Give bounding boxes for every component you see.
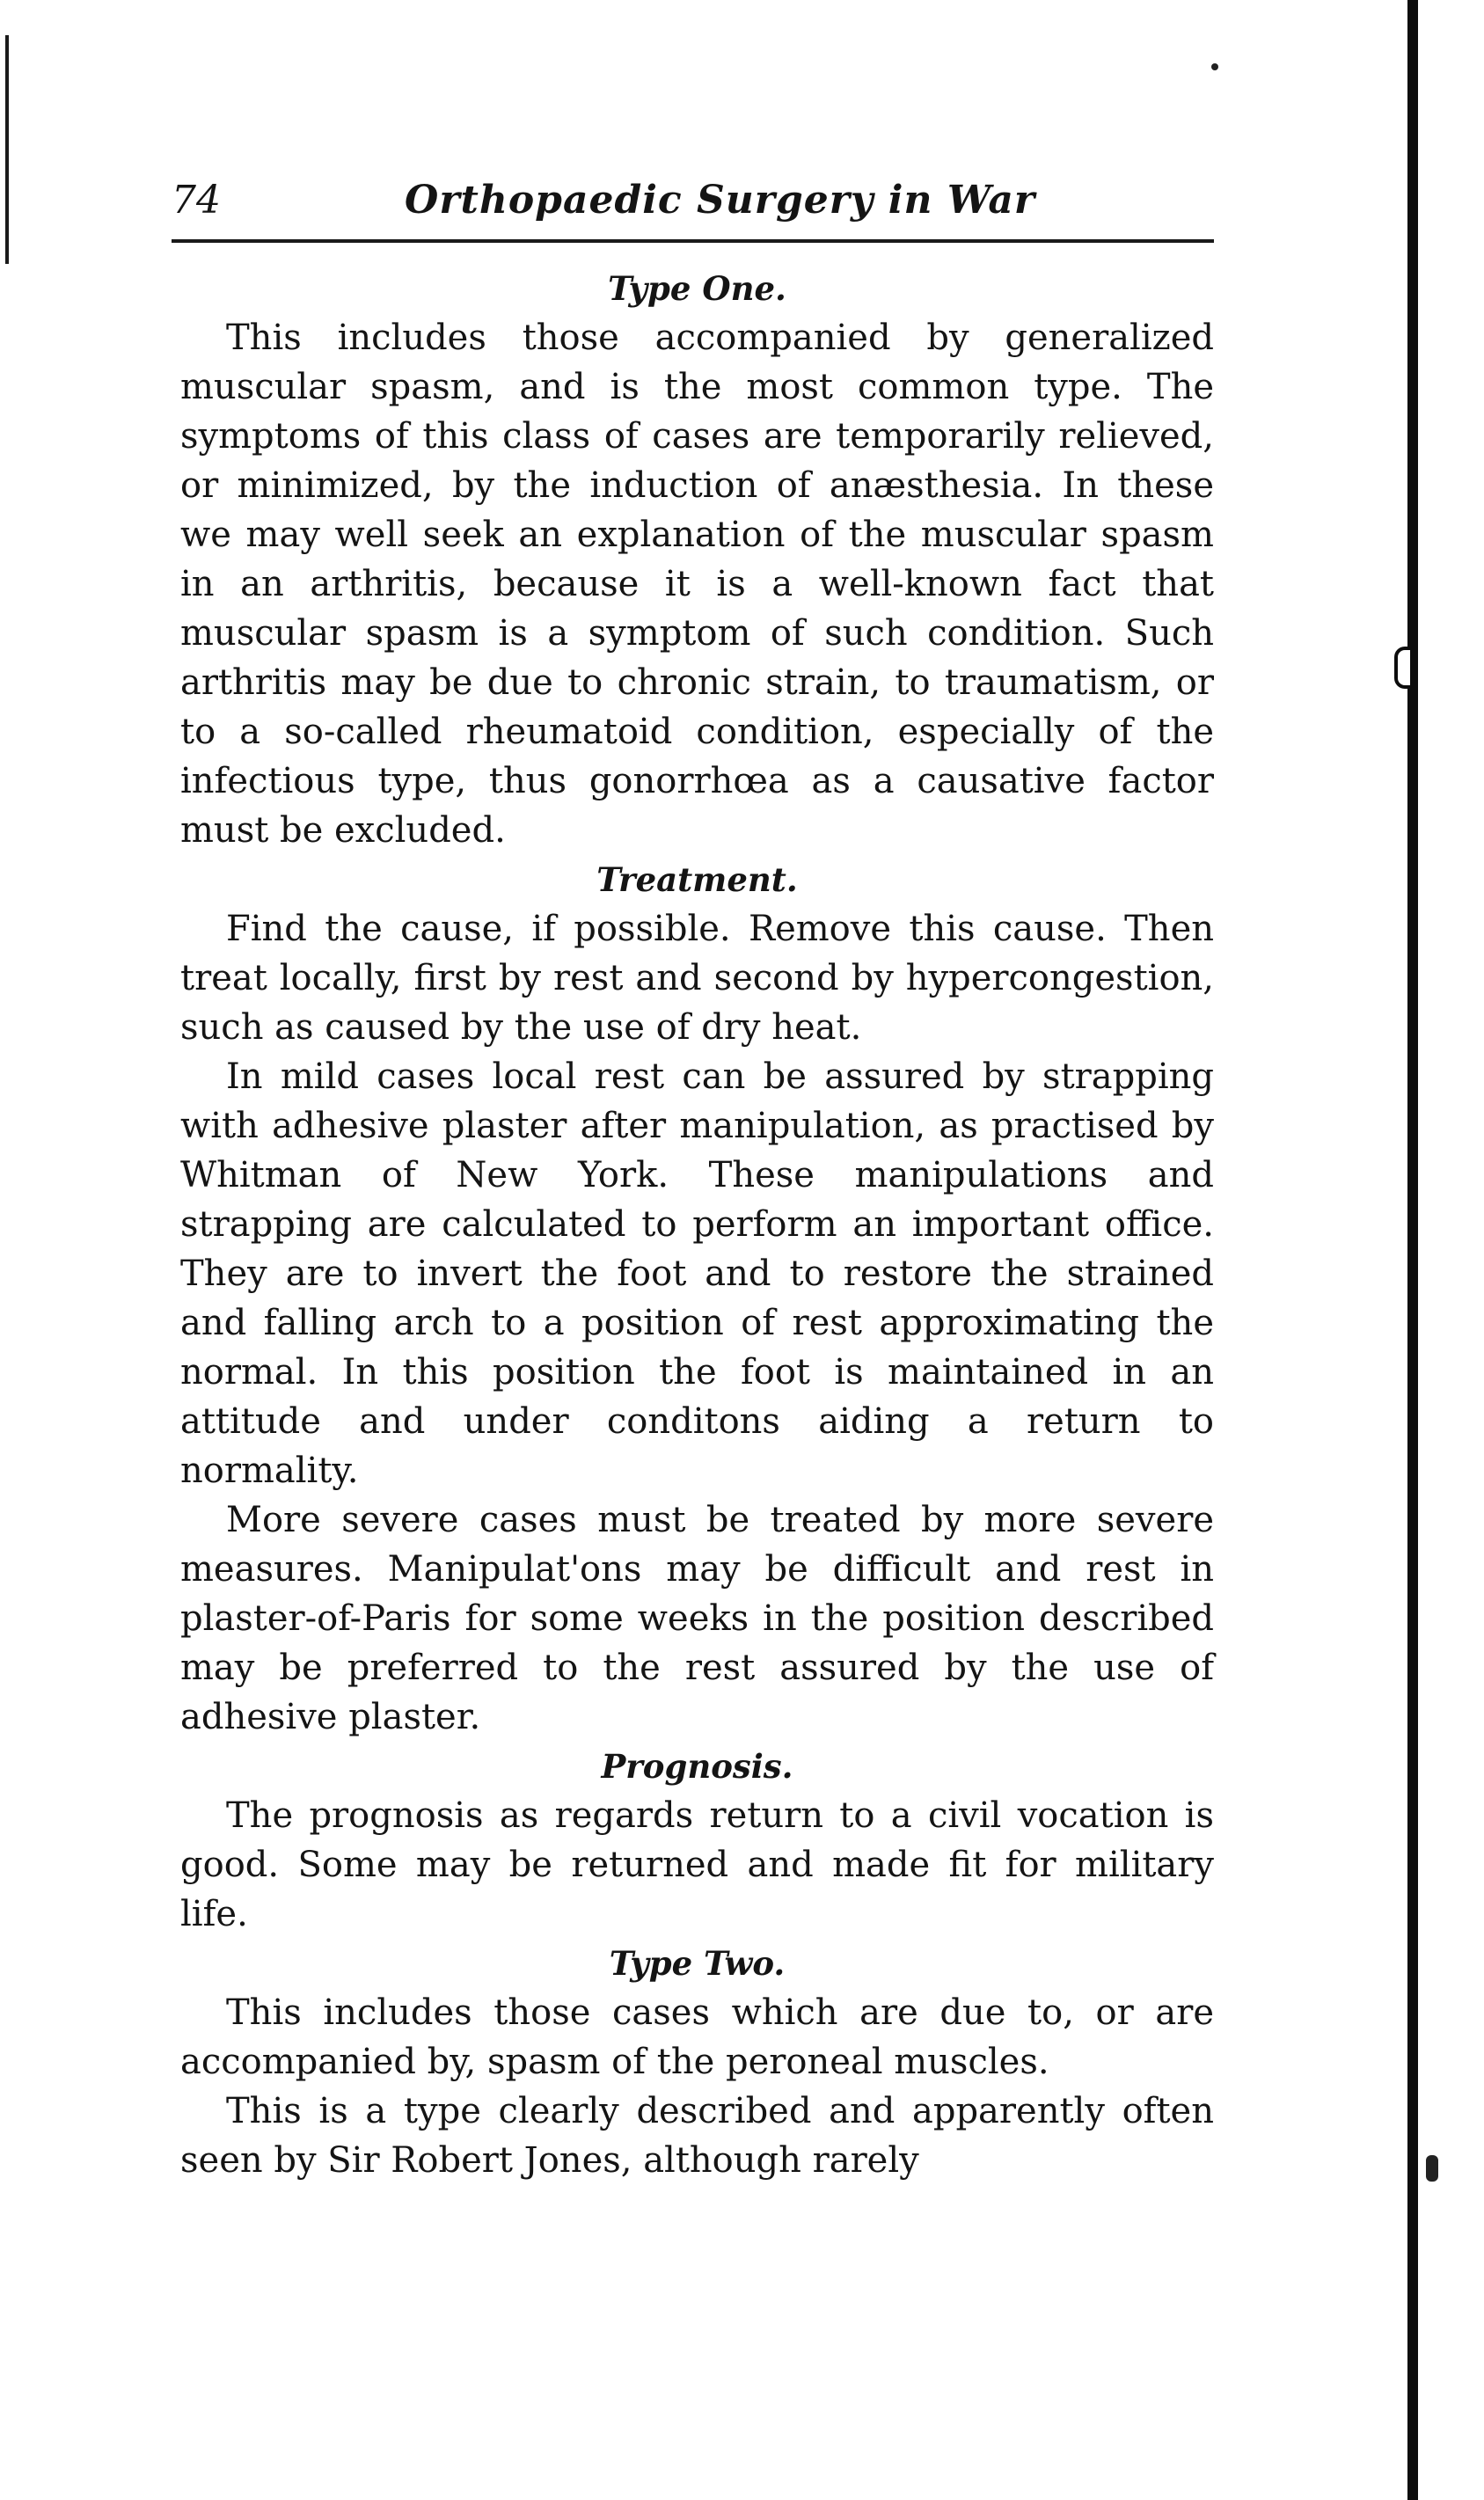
paragraph: This is a type clearly described and apparently often seen by Sir Robert Jones, although rarely [180, 2091, 1214, 2181]
running-title: Orthopaedic Surgery in War [405, 178, 1036, 223]
paragraph: This includes those accompanied by generalized muscular spasm, and is the most common type. The symptoms of this class of cases are temporarily relieved, or minimized, by the induction of anæsthesia. In these we may well seek an explanation of the muscular spasm in an arthritis, because it is a well-known fact that muscular spasm is a symptom of such condition. Such arthritis may be due to chronic strain, to traumatism, or to a so-called rheumatoid condition, especially of the infectious type, thus gonorrhœa as a causative factor must be excluded. [180, 318, 1214, 851]
section-heading-treatment: Treatment. [596, 860, 798, 899]
section-heading-type-two: Type Two. [609, 1944, 786, 1983]
paragraph: In mild cases local rest can be assured by strapping with adhesive plaster after manipulation, as practised by Whitman of New York. These manipulations and strapping are calculated to perform an important office. They are to invert the foot and to restore the strained and falling arch to a position of rest approximating the normal. In this position the foot is maintained in an attitude and under conditons aiding a return to normality. [180, 1056, 1214, 1491]
scan-speck [1426, 2155, 1438, 2182]
paragraph: The prognosis as regards return to a civil vocation is good. Some may be returned and made fit for military life. [180, 1795, 1214, 1934]
scan-edge-notch [1394, 647, 1410, 689]
section-heading-prognosis: Prognosis. [601, 1747, 793, 1786]
page-header [172, 174, 1214, 236]
page-number: 74 [172, 178, 221, 223]
paragraph: This includes those cases which are due to, or are accompanied by, spasm of the peroneal muscles. [180, 1992, 1214, 2082]
section-heading-type-one: Type One. [608, 269, 786, 308]
text-column [180, 264, 1214, 2185]
scan-edge-right [1407, 0, 1418, 2500]
paragraph: Find the cause, if possible. Remove this cause. Then treat locally, first by rest and second by hypercongestion, such as caused by the use of dry heat. [180, 909, 1214, 1048]
paragraph: More severe cases must be treated by more severe measures. Manipulat'ons may be difficult and rest in plaster-of-Paris for some weeks in the position described may be preferred to the rest assured by the use of adhesive plaster. [180, 1500, 1214, 1737]
header-rule [172, 239, 1214, 243]
scan-speck [1211, 63, 1218, 70]
scan-edge-left [5, 35, 9, 264]
